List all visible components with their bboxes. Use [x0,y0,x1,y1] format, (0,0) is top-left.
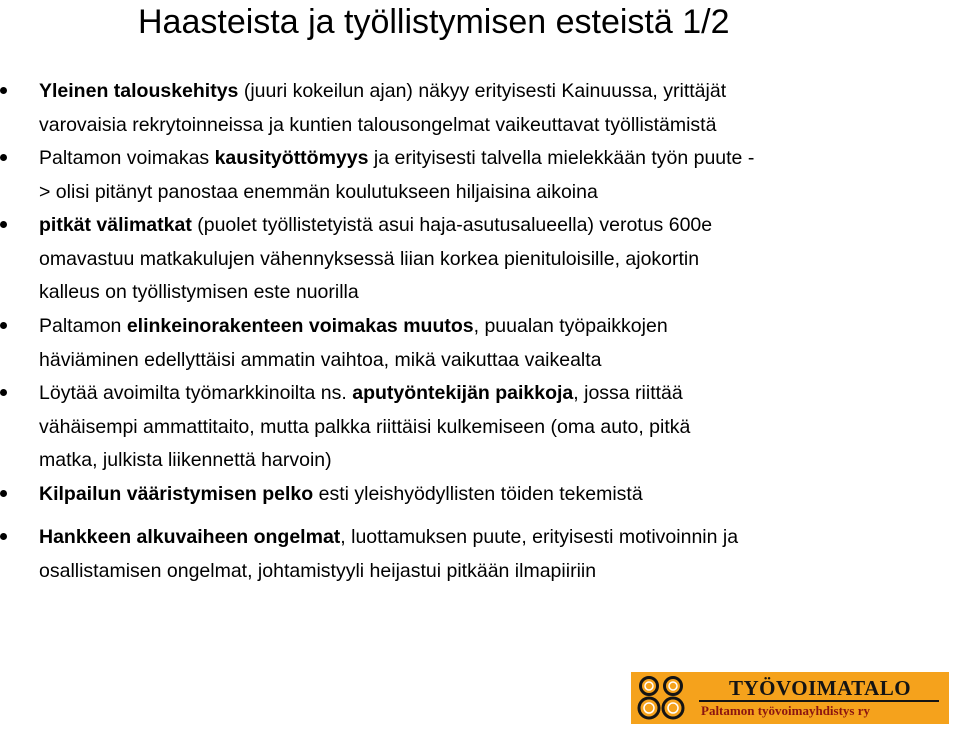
text-segment: Löytää avoimilta työmarkkinoilta ns. [39,382,353,404]
text-segment: > olisi pitänyt panostaa enemmän koulutukseen hiljaisina aikoina [39,180,598,203]
bullet-dot-icon [0,322,7,329]
bullet-line [39,142,919,176]
bullet-line [39,209,919,243]
text-segment: osallistamisen ongelmat, johtamistyyli heijastui pitkään ilmapiiriin [39,559,597,582]
text-segment: vähäisempi ammattitaito, mutta palkka riittäisi kulkemiseen (oma auto, pitkä [39,415,691,438]
tyovoimatalo-logo [631,672,949,724]
slide-title: Haasteista ja työllistymisen esteistä 1/2 [138,3,730,41]
text-segment: kalleus on työllistymisen este nuorilla [39,281,359,303]
bullet-line [39,109,919,143]
bullet-text [39,310,919,377]
text-segment: (puolet työllistetyistä asui haja-asutusalueella) verotus 600e [191,214,713,236]
bullet-line [39,377,919,411]
bullet-line [39,555,919,589]
bullet-dot-icon [0,221,7,228]
bold-segment: Yleinen talouskehitys [39,80,239,102]
bullet-line [39,411,919,445]
bullet-line [39,521,919,555]
logo-title: TYÖVOIMATALO [729,676,912,700]
bold-segment: pitkät välimatkat [39,214,192,236]
text-segment: matka, julkista liikennettä harvoin) [39,449,332,471]
text-segment: varovaisia rekrytoinneissa ja kuntien talousongelmat vaikeuttavat työllistämistä [39,113,717,136]
bold-segment: Hankkeen alkuvaiheen ongelmat [39,526,341,548]
text-segment: , luottamuksen puute, erityisesti motivoinnin ja [340,526,739,548]
bullet-line [39,176,919,210]
bullet-text [39,209,919,310]
bullet-text [39,521,919,588]
bullet-line [39,444,919,478]
bullet-line [39,75,919,109]
bullet-line [39,478,919,512]
bullet-line [39,344,919,378]
text-segment: Paltamon voimakas [39,147,215,169]
bold-segment: kausityöttömyys [214,147,369,169]
bullet-text [39,75,919,142]
bullet-dot-icon [0,490,7,497]
bullet-line [39,310,919,344]
logo-subtitle: Paltamon työvoimayhdistys ry [701,703,870,718]
bullet-text [39,478,919,512]
logo-divider [699,700,939,702]
bullet-dot-icon [0,389,7,396]
bold-segment: Kilpailun vääristymisen pelko [39,483,314,505]
text-segment: (juuri kokeilun ajan) näkyy erityisesti Kainuussa, yrittäjät [238,80,727,102]
text-segment: häviäminen edellyttäisi ammatin vaihtoa, mikä vaikuttaa vaikealta [39,348,602,371]
bold-segment: aputyöntekijän paikkoja [352,382,574,404]
bullet-line [39,276,919,310]
text-segment: , jossa riittää [573,382,683,404]
text-segment: esti yleishyödyllisten töiden tekemistä [313,483,643,505]
bullet-dot-icon [0,154,7,161]
text-segment: , puualan työpaikkojen [473,315,668,337]
bullet-dot-icon [0,533,7,540]
text-segment: ja erityisesti talvella mielekkään työn puute - [368,147,755,169]
bullet-dot-icon [0,87,7,94]
bullet-line [39,243,919,277]
bullet-text [39,377,919,478]
text-segment: Paltamon [39,315,127,337]
bold-segment: elinkeinorakenteen voimakas muutos [126,315,474,337]
text-segment: omavastuu matkakulujen vähennyksessä liian korkea pienituloisille, ajokortin [39,247,700,270]
logo-emblem-icon [635,674,687,722]
bullet-text [39,142,919,209]
